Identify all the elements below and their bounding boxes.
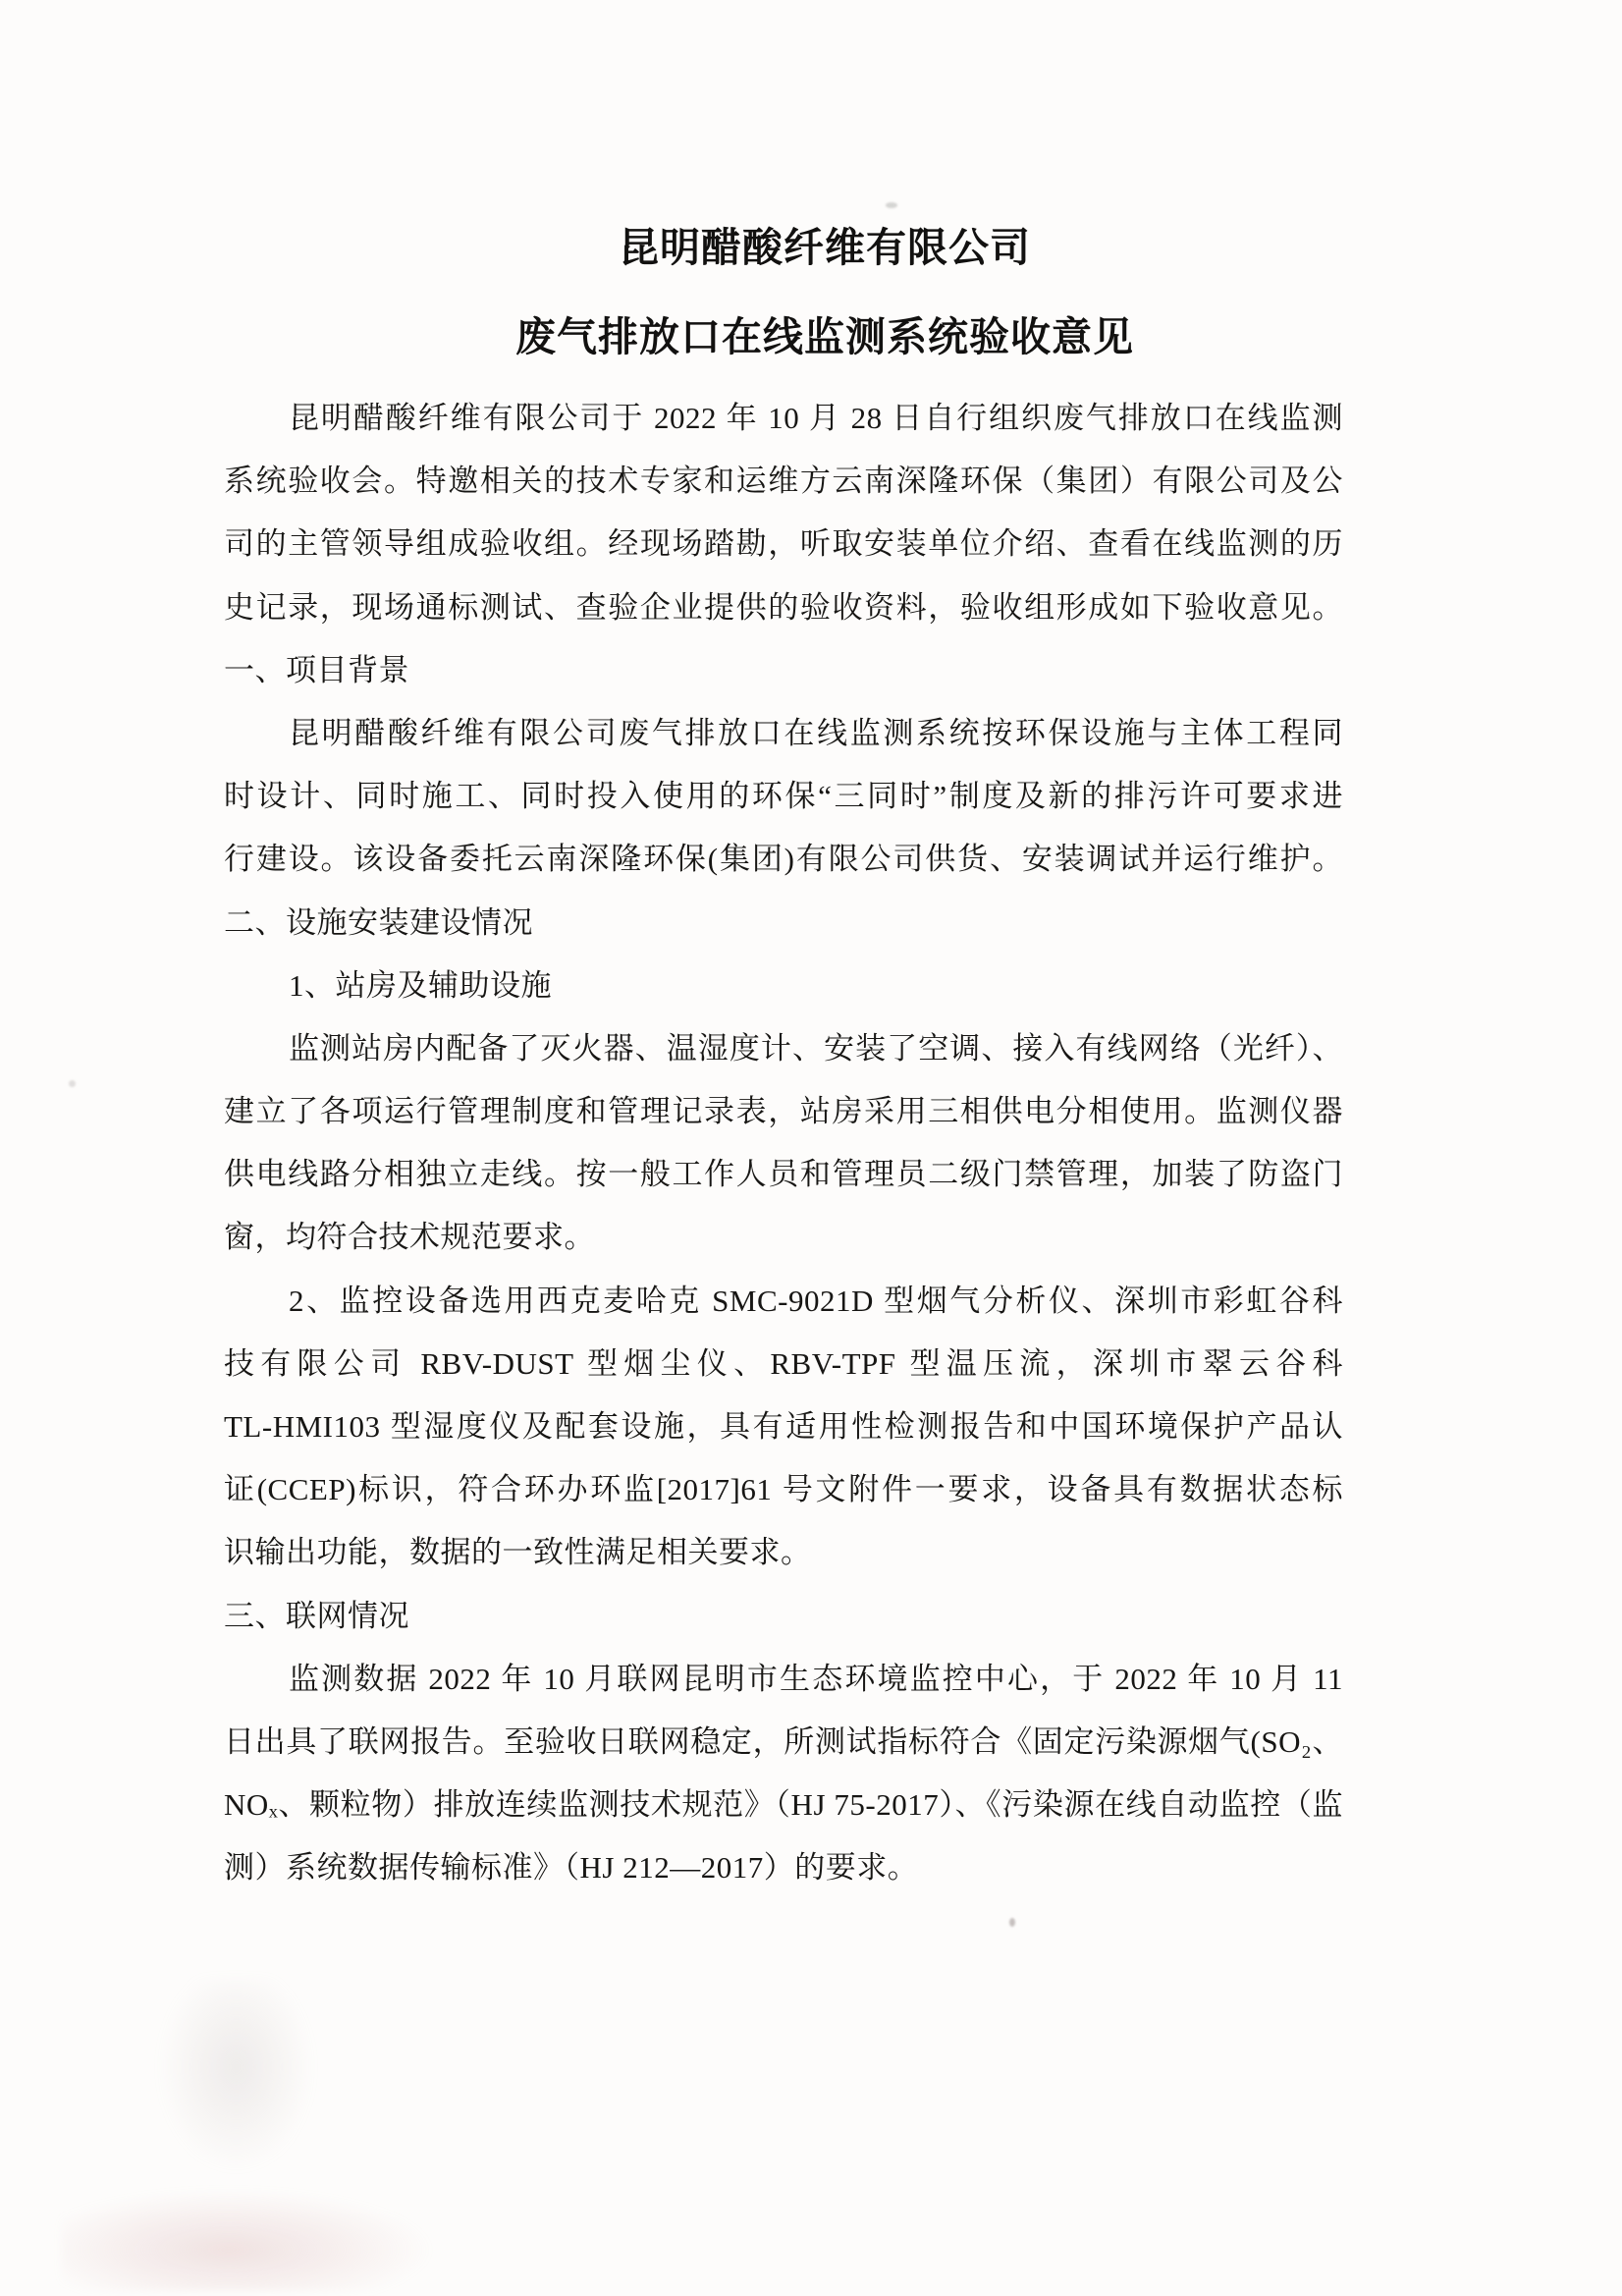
paragraph-line: 测）系统数据传输标准》（HJ 212—2017）的要求。 [224,1850,919,1886]
paragraph-line: 监测数据 2022 年 10 月联网昆明市生态环境监控中心，于 2022 年 10 月 11 [289,1661,1343,1696]
section-heading-1: 一、项目背景 [224,652,409,687]
paragraph-line: 日出具了联网报告。至验收日联网稳定，所测试指标符合《固定污染源烟气(SO₂、 [224,1723,1343,1759]
paragraph-line: 昆明醋酸纤维有限公司于 2022 年 10 月 28 日自行组织废气排放口在线监测 [289,401,1343,435]
section-heading-2: 二、设施安装建设情况 [224,904,533,940]
paragraph-line: 史记录，现场通标测试、查验企业提供的验收资料，验收组形成如下验收意见。 [224,589,1343,625]
paragraph-line: 司的主管领导组成验收组。经现场踏勘，听取安装单位介绍、查看在线监测的历 [224,526,1343,562]
document-body [224,387,1343,1900]
paragraph-line: 行建设。该设备委托云南深隆环保(集团)有限公司供货、安装调试并运行维护。 [224,842,1343,877]
paragraph-line: TL-HMI103 型湿度仪及配套设施，具有适用性检测报告和中国环境保护产品认 [224,1409,1343,1444]
paragraph-line: 昆明醋酸纤维有限公司废气排放口在线监测系统按环保设施与主体工程同 [289,715,1343,750]
scan-smudge [61,2188,434,2291]
paragraph-line: 窗，均符合技术规范要求。 [224,1220,595,1255]
paragraph-line: 技有限公司 RBV-DUST 型烟尘仪、RBV-TPF 型温压流，深圳市翠云谷科 [224,1345,1343,1381]
paragraph-line: 建立了各项运行管理制度和管理记录表，站房采用三相供电分相使用。监测仪器 [224,1094,1343,1129]
paragraph-line: 供电线路分相独立走线。按一般工作人员和管理员二级门禁管理，加装了防盗门 [224,1157,1343,1192]
paragraph-line: 时设计、同时施工、同时投入使用的环保“三同时”制度及新的排污许可要求进 [224,779,1343,814]
paragraph-line: 证(CCEP)标识，符合环办环监[2017]61 号文附件一要求，设备具有数据状态标 [224,1472,1343,1507]
scan-speckle [886,202,897,208]
subsection-heading-1: 1、站房及辅助设施 [289,967,552,1003]
paragraph-line: NOₓ、颗粒物）排放连续监测技术规范》（HJ 75-2017）、《污染源在线自动监控（监 [224,1787,1343,1823]
scan-speckle [1009,1918,1015,1927]
paragraph-line: 识输出功能，数据的一致性满足相关要求。 [224,1535,812,1570]
document-title: 废气排放口在线监测系统验收意见 [515,314,1134,359]
paragraph-line: 监测站房内配备了灭火器、温湿度计、安装了空调、接入有线网络（光纤）、 [289,1030,1343,1066]
scan-smudge [155,1979,317,2175]
paragraph-line: 系统验收会。特邀相关的技术专家和运维方云南深隆环保（集团）有限公司及公 [224,464,1343,499]
paragraph-line: 2、监控设备选用西克麦哈克 SMC-9021D 型烟气分析仪、深圳市彩虹谷科 [289,1283,1343,1318]
company-title: 昆明醋酸纤维有限公司 [619,225,1031,270]
scan-speckle [69,1080,76,1087]
section-heading-3: 三、联网情况 [224,1598,409,1633]
